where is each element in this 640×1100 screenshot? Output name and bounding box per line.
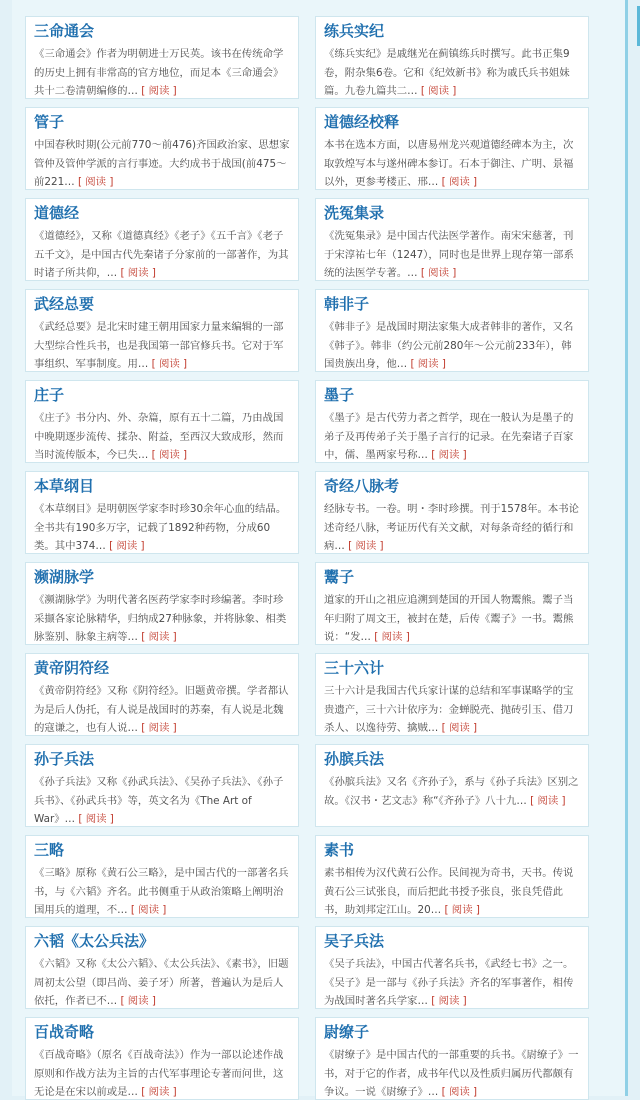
read-more-link[interactable]: [ 阅读 ] — [151, 358, 188, 370]
read-more-link[interactable]: [ 阅读 ] — [151, 449, 188, 461]
book-summary: 《黄帝阴符经》又称《阴符经》。旧题黄帝撰。学者都认为是后人伪托，有人说是战国时的苏秦，有人说是北魏的寇谦之，也有人说… — [34, 685, 289, 734]
book-description — [324, 136, 580, 190]
book-card — [315, 380, 589, 463]
book-description — [34, 500, 290, 554]
book-title-link[interactable]: 六韬《太公兵法》 — [34, 932, 155, 950]
book-description — [324, 500, 580, 554]
book-card — [315, 926, 589, 1009]
book-title-link[interactable]: 三命通会 — [34, 22, 95, 40]
book-summary: 《百战奇略》（原名《百战奇法》）作为一部以论述作战原则和作战方法为主旨的古代军事理论专著而问世，这无论是在宋以前或是… — [34, 1049, 284, 1098]
book-title-link[interactable]: 尉缭子 — [324, 1023, 370, 1041]
read-more-link[interactable]: [ 阅读 ] — [141, 631, 177, 643]
book-card — [315, 835, 589, 918]
book-summary: 《濒湖脉学》为明代著名医药学家李时珍编著。李时珍采撷各家论脉精华，归纳成27种脉象，并将脉象、相类脉鉴别、脉象主病等… — [34, 594, 287, 643]
book-summary: 素书相传为汉代黄石公作。民间视为奇书，天书。传说黄石公三试张良，而后把此书授予张良，张良凭借此书，助刘邦定江山。20… — [324, 867, 574, 916]
book-summary: 道家的开山之祖应追溯到楚国的开国人物鬻熊。鬻子当年归附了周文王，被封在楚，后传《鬻子》一书。鬻熊说：“发… — [324, 594, 574, 643]
panel-border-line — [625, 0, 628, 1096]
book-description — [34, 227, 290, 281]
book-card — [25, 198, 299, 281]
book-title-link[interactable]: 孙子兵法 — [34, 750, 95, 768]
book-summary: 《六韬》又称《太公六韬》、《太公兵法》、《素书》，旧题周初太公望（即吕尚、姜子牙）所著，普遍认为是后人依托，作者已不… — [34, 958, 289, 1007]
book-card — [25, 107, 299, 190]
book-description — [34, 682, 290, 736]
book-summary: 《墨子》是古代劳力者之哲学，现在一般认为是墨子的弟子及再传弟子关于墨子言行的记录。在先秦诸子百家中，儒、墨两家号称… — [324, 412, 574, 461]
book-description — [324, 409, 580, 463]
book-summary: 中国春秋时期(公元前770～前476)齐国政治家、思想家管仲及管仲学派的言行事迹。大约成书于战国(前475～前221… — [34, 139, 290, 188]
book-card — [315, 107, 589, 190]
book-description — [324, 318, 580, 372]
book-card — [25, 926, 299, 1009]
book-title-link[interactable]: 吴子兵法 — [324, 932, 385, 950]
read-more-link[interactable]: [ 阅读 ] — [109, 540, 145, 552]
book-title-link[interactable]: 管子 — [34, 113, 65, 131]
book-card — [25, 744, 299, 827]
read-more-link[interactable]: [ 阅读 ] — [141, 722, 177, 734]
book-description — [34, 773, 290, 827]
book-summary: 《吴子兵法》，中国古代著名兵书，《武经七书》之一。《吴子》是一部与《孙子兵法》齐名的军事著作，相传为战国时著名兵学家… — [324, 958, 574, 1007]
book-description — [324, 1046, 580, 1100]
book-title-link[interactable]: 庄子 — [34, 386, 65, 404]
read-more-link[interactable]: [ 阅读 ] — [530, 794, 566, 807]
book-summary: 《庄子》书分内、外、杂篇，原有五十二篇，乃由战国中晚期逐步流传、揉杂、附益，至西汉大致成形，然而当时流传版本，今已失… — [34, 412, 284, 461]
book-description — [34, 1046, 290, 1100]
read-more-link[interactable]: [ 阅读 ] — [431, 995, 467, 1007]
book-summary: 经脉专书。一卷。明・李时珍撰。刊于1578年。本书论述奇经八脉，考证历代有关文献，对每条奇经的循行和病… — [324, 503, 580, 552]
book-summary: 《练兵实纪》是戚继光在蓟镇练兵时撰写。此书正集9卷，附杂集6卷。它和《纪效新书》称为戚氏兵书姐妹篇。九卷九篇共二… — [324, 48, 570, 97]
book-description — [34, 45, 290, 99]
read-more-link[interactable]: [ 阅读 ] — [420, 267, 457, 279]
book-title-link[interactable]: 洗冤集录 — [324, 204, 385, 222]
book-description — [324, 227, 580, 281]
book-card — [25, 16, 299, 99]
read-more-link[interactable]: [ 阅读 ] — [410, 358, 446, 370]
book-card — [25, 1017, 299, 1100]
book-description — [324, 773, 580, 810]
book-summary: 《三略》原称《黄石公三略》，是中国古代的一部著名兵书，与《六韬》齐名。此书侧重于从政治策略上阐明治国用兵的道理，不… — [34, 867, 289, 916]
book-title-link[interactable]: 本草纲目 — [34, 477, 95, 495]
book-card — [25, 289, 299, 372]
book-card — [315, 198, 589, 281]
book-summary: 《韩非子》是战国时期法家集大成者韩非的著作，又名《韩子》。韩非（约公元前280年～公元前233年），韩国贵族出身，他… — [324, 321, 574, 370]
read-more-link[interactable]: [ 阅读 ] — [77, 176, 114, 188]
book-summary: 《三命通会》作者为明朝进士万民英。该书在传统命学的历史上拥有非常高的官方地位，而足本《三命通会》共十二卷清朝编修的… — [34, 48, 284, 97]
book-description — [324, 955, 580, 1009]
book-grid — [25, 16, 589, 1100]
book-card — [25, 653, 299, 736]
book-card — [315, 562, 589, 645]
read-more-link[interactable]: [ 阅读 ] — [348, 540, 384, 552]
read-more-link[interactable]: [ 阅读 ] — [141, 85, 177, 97]
book-description — [34, 318, 290, 372]
book-summary: 《洗冤集录》是中国古代法医学著作。南宋宋慈著，刊于宋淳祐七年（1247），同时也是世界上现存第一部系统的法医学专著。… — [324, 230, 574, 279]
book-title-link[interactable]: 三十六计 — [324, 659, 385, 677]
book-summary: 《孙膑兵法》又名《齐孙子》，系与《孙子兵法》区别之故。《汉书・艺文志》称“《齐孙子》八十九… — [324, 776, 579, 807]
book-summary: 《武经总要》是北宋时建王朝用国家力量来编辑的一部大型综合性兵书，也是我国第一部官修兵书。它对于军事组织、军事制度。用… — [34, 321, 284, 370]
book-description — [324, 45, 580, 99]
book-description — [34, 864, 290, 918]
book-title-link[interactable]: 墨子 — [324, 386, 355, 404]
book-title-link[interactable]: 黄帝阴符经 — [34, 659, 110, 677]
book-description — [324, 682, 580, 736]
book-card — [315, 744, 589, 827]
book-description — [34, 591, 290, 645]
book-description — [324, 864, 580, 918]
book-card — [25, 835, 299, 918]
book-summary: 《本草纲目》是明朝医学家李时珍30余年心血的结晶。全书共有190多万字，记载了1892种药物，分成60类。其中374… — [34, 503, 287, 552]
read-more-link[interactable]: [ 阅读 ] — [130, 904, 167, 916]
book-title-link[interactable]: 素书 — [324, 841, 355, 859]
book-description — [34, 955, 290, 1009]
read-more-link[interactable]: [ 阅读 ] — [444, 904, 480, 916]
book-description — [34, 409, 290, 463]
book-card — [25, 471, 299, 554]
book-title-link[interactable]: 道德经校释 — [324, 113, 400, 131]
book-card — [315, 16, 589, 99]
book-card — [315, 289, 589, 372]
read-more-link[interactable]: [ 阅读 ] — [420, 85, 457, 97]
book-title-link[interactable]: 韩非子 — [324, 295, 370, 313]
book-description — [34, 136, 290, 190]
book-title-link[interactable]: 濒湖脉学 — [34, 568, 95, 586]
book-title-link[interactable]: 武经总要 — [34, 295, 95, 313]
book-description — [324, 591, 580, 645]
book-title-link[interactable]: 鬻子 — [324, 568, 355, 586]
book-card — [315, 653, 589, 736]
read-more-link[interactable]: [ 阅读 ] — [141, 1086, 177, 1098]
book-title-link[interactable]: 奇经八脉考 — [324, 477, 400, 495]
book-title-link[interactable]: 练兵实纪 — [324, 22, 385, 40]
book-summary: 本书在选本方面，以唐易州龙兴观道德经碑本为主，次取敦煌写本与遂州碑本参订。石本于御注、广明、景福以外，更参考楼正、邢… — [324, 139, 574, 188]
book-card — [315, 1017, 589, 1100]
book-title-link[interactable]: 孙膑兵法 — [324, 750, 385, 768]
read-more-link[interactable]: [ 阅读 ] — [441, 1086, 478, 1098]
book-title-link[interactable]: 三略 — [34, 841, 65, 859]
book-summary: 《尉缭子》是中国古代的一部重要的兵书。《尉缭子》一书，对于它的作者，成书年代以及性质归属历代都颇有争议。一说《尉缭子》… — [324, 1049, 579, 1098]
book-summary: 《道德经》，又称《道德真经》《老子》《五千言》《老子五千文》，是中国古代先秦诸子分家前的一部著作，为其时诸子所共仰，… — [34, 230, 289, 279]
read-more-link[interactable]: [ 阅读 ] — [78, 813, 114, 825]
book-card — [25, 562, 299, 645]
book-card — [315, 471, 589, 554]
read-more-link[interactable]: [ 阅读 ] — [441, 176, 478, 188]
read-more-link[interactable]: [ 阅读 ] — [120, 995, 156, 1007]
book-title-link[interactable]: 百战奇略 — [34, 1023, 95, 1041]
read-more-link[interactable]: [ 阅读 ] — [374, 631, 410, 643]
book-summary: 《孙子兵法》又称《孙武兵法》、《吴孙子兵法》、《孙子兵书》、《孙武兵书》等，英文名为《The Art of War》… — [34, 776, 284, 825]
book-title-link[interactable]: 道德经 — [34, 204, 80, 222]
book-card — [25, 380, 299, 463]
read-more-link[interactable]: [ 阅读 ] — [431, 449, 467, 461]
book-summary: 三十六计是我国古代兵家计谋的总结和军事谋略学的宝贵遗产，三十六计依序为：金蝉脱壳、抛砖引玉、借刀杀人、以逸待劳、擒贼… — [324, 685, 574, 734]
read-more-link[interactable]: [ 阅读 ] — [441, 722, 478, 734]
read-more-link[interactable]: [ 阅读 ] — [120, 267, 156, 279]
